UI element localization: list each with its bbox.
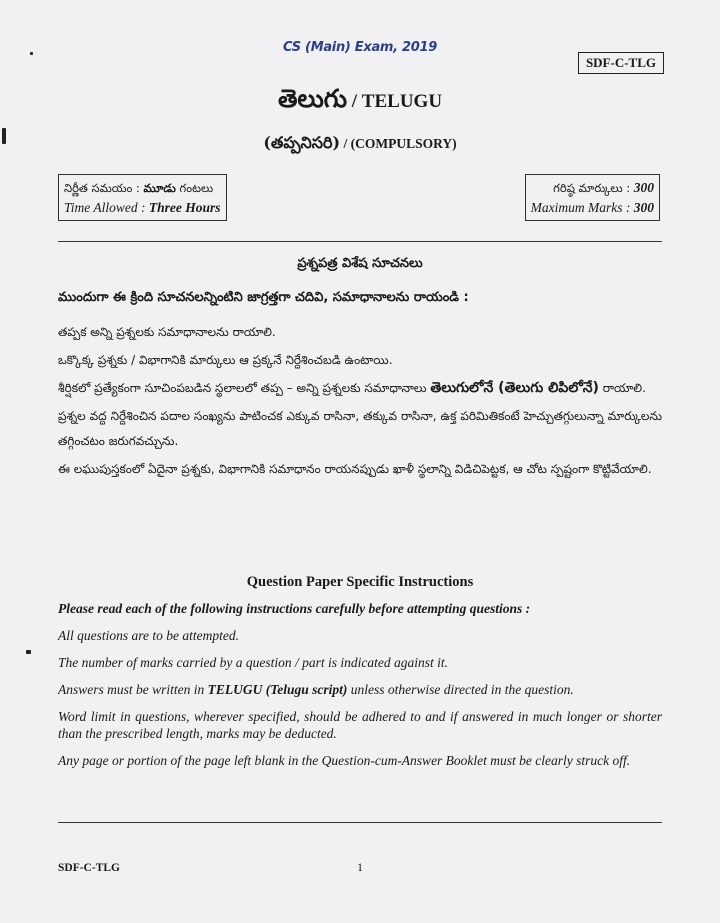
scan-mark bbox=[26, 650, 31, 654]
telugu-instructions-list bbox=[58, 320, 662, 485]
time-english-line bbox=[64, 198, 221, 217]
exam-stamp: CS (Main) Exam, 2019 bbox=[282, 40, 438, 55]
time-telugu-unit: గంటలు bbox=[175, 181, 214, 195]
english-instructions-lead: Please read each of the following instructions carefully before attempting questions : bbox=[58, 601, 531, 616]
time-telugu-line bbox=[64, 178, 221, 198]
time-telugu-label: నిర్ణీత సమయం : bbox=[64, 181, 144, 195]
maximum-marks-box bbox=[525, 174, 660, 221]
paper-subtitle bbox=[0, 133, 720, 156]
telugu-instruction-item: ఒక్కొక్క ప్రశ్నకు / విభాగానికి మార్కులు ఆ ప్రక్కనే నిర్దేశించబడి ఉంటాయి. bbox=[58, 353, 393, 367]
telugu-instruction-item bbox=[58, 376, 662, 401]
divider-top bbox=[58, 241, 662, 242]
marks-english-line bbox=[531, 198, 654, 217]
paper-code-box: SDF-C-TLG bbox=[578, 52, 664, 74]
title-english: TELUGU bbox=[361, 91, 443, 112]
marks-telugu-value: 300 bbox=[633, 180, 654, 195]
english-instruction-item: The number of marks carried by a question / part is indicated against it. bbox=[58, 655, 448, 670]
marks-telugu-label: గరిష్ఠ మార్కులు : bbox=[553, 181, 634, 195]
time-allowed-box bbox=[58, 174, 227, 221]
marks-telugu-line bbox=[531, 178, 654, 198]
subtitle-separator: / bbox=[340, 136, 351, 151]
footer-paper-code: SDF-C-TLG bbox=[58, 862, 120, 874]
telugu-instruction-item: ప్రశ్నల వద్ద నిర్దేశించిన పదాల సంఖ్యను పాటించక ఎక్కువ రాసినా, తక్కువ రాసినా, ఉక్త పరిమితికంటే హెచ్చుతగ్గులున్నా మార్కులను తగ్గించటం జరుగవచ్చును. bbox=[58, 409, 662, 448]
divider-bottom bbox=[58, 822, 662, 823]
english-instruction-item bbox=[58, 681, 662, 698]
answer-language-emphasis: TELUGU (Telugu script) bbox=[207, 682, 348, 697]
english-instruction-item: Word limit in questions, wherever specified, should be adhered to and if answered in much longer or shorter than the prescribed length, marks may be deducted. bbox=[58, 709, 662, 741]
telugu-instruction-item: ఈ లఘుపుస్తకంలో ఏదైనా ప్రశ్నకు, విభాగానికి సమాధానం రాయనప్పుడు ఖాళీ స్థలాన్ని విడిచిపెట్టక, ఆ చోట స్పష్టంగా కొట్టివేయాలి. bbox=[58, 462, 652, 476]
paper-title bbox=[0, 84, 720, 120]
telugu-script-tail: రాయాలి. bbox=[598, 381, 646, 395]
subtitle-english: (COMPULSORY) bbox=[350, 136, 457, 151]
time-english-value: Three Hours bbox=[148, 200, 221, 215]
telugu-instruction-item: తప్పక అన్ని ప్రశ్నలకు సమాధానాలను రాయాలి. bbox=[58, 325, 276, 339]
answer-language-text: Answers must be written in bbox=[58, 682, 208, 697]
marks-english-value: 300 bbox=[633, 200, 654, 215]
title-separator: / bbox=[347, 91, 362, 112]
time-telugu-value: మూడు bbox=[143, 181, 176, 195]
english-instructions-list bbox=[58, 627, 662, 779]
page-number: 1 bbox=[357, 860, 363, 874]
english-instruction-item: All questions are to be attempted. bbox=[58, 628, 239, 643]
telugu-instructions-heading: ప్రశ్నపత్ర విశేష సూచనలు bbox=[297, 256, 423, 271]
time-english-label: Time Allowed : bbox=[64, 200, 149, 215]
title-telugu: తెలుగు bbox=[277, 84, 348, 113]
telugu-script-text: శీర్షికలో ప్రత్యేకంగా సూచింపబడిన స్థలాలలో తప్ప – అన్ని ప్రశ్నలకు సమాధానాలు bbox=[58, 381, 431, 395]
subtitle-telugu: (తప్పనిసరి) bbox=[263, 133, 341, 152]
telugu-instructions-lead: ముందుగా ఈ క్రింది సూచనలన్నింటిని జాగ్రత్తగా చదివి, సమాధానాలను రాయండి : bbox=[58, 290, 469, 305]
marks-english-label: Maximum Marks : bbox=[530, 200, 634, 215]
english-instructions-heading: Question Paper Specific Instructions bbox=[246, 574, 474, 590]
telugu-script-emphasis: తెలుగులోనే (తెలుగు లిపిలోనే) bbox=[430, 380, 599, 396]
english-instruction-item: Any page or portion of the page left blank in the Question-cum-Answer Booklet must be clearly struck off. bbox=[58, 753, 631, 768]
answer-language-tail: unless otherwise directed in the question. bbox=[347, 682, 574, 697]
